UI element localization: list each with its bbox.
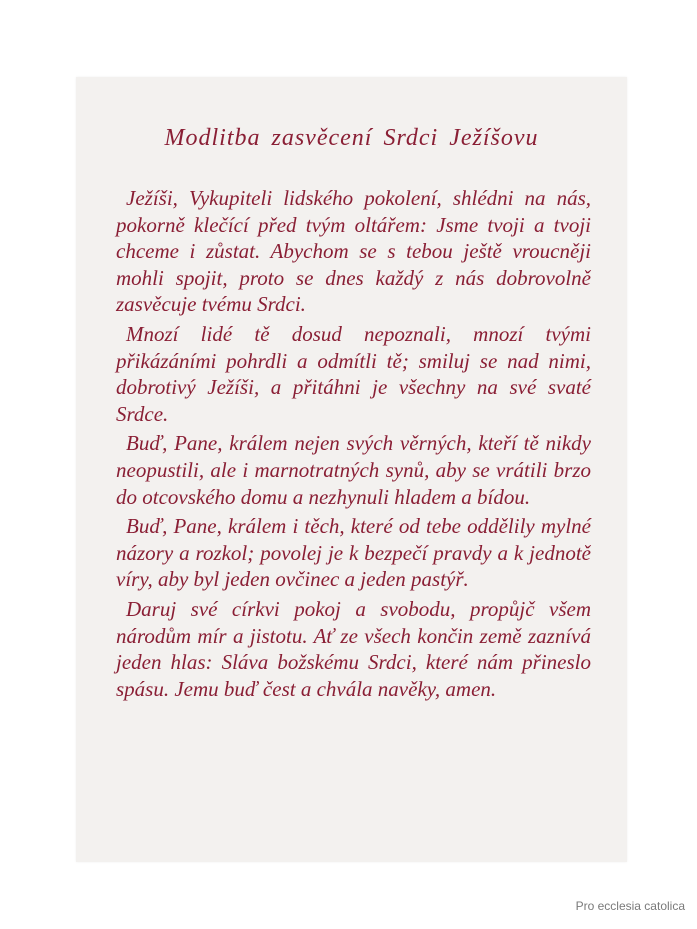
prayer-card [76, 77, 627, 862]
watermark: Pro ecclesia catolica [575, 899, 685, 913]
prayer-title: Modlitba zasvěcení Srdci Ježíšovu [164, 125, 539, 151]
prayer-paragraph: Ježíši, Vykupiteli lidského pokolení, shlédni na nás, pokorně klečící před tvým oltářem: Jsme tvoji a tvoji chceme i zůstat. Abychom se s tebou ještě vroucněji mohli spojit, proto se dnes každý z nás dobrovolně zasvěcuje tvému Srdci. [116, 186, 591, 317]
prayer-paragraph: Daruj své církvi pokoj a svobodu, propůjč všem národům mír a jistotu. Ať ze všech končin země zaznívá jeden hlas: Sláva božskému Srdci, které nám přineslo spásu. Jemu buď čest a chvála navěky, amen. [116, 596, 591, 701]
prayer-paragraph: Buď, Pane, králem nejen svých věrných, kteří tě nikdy neopustili, ale i marnotratných synů, aby se vrátili brzo do otcovského domu a nezhynuli hladem a bídou. [116, 431, 591, 509]
prayer-paragraph: Mnozí lidé tě dosud nepoznali, mnozí tvými přikázáními pohrdli a odmítli tě; smiluj se nad nimi, dobrotivý Ježíši, a přitáhni je všechny na své svaté Srdce. [116, 321, 591, 426]
prayer-paragraph: Buď, Pane, králem i těch, které od tebe oddělily mylné názory a rozkol; povolej je k bezpečí pravdy a k jednotě víry, aby byl jeden ovčinec a jeden pastýř. [116, 514, 591, 592]
prayer-body [116, 185, 591, 705]
